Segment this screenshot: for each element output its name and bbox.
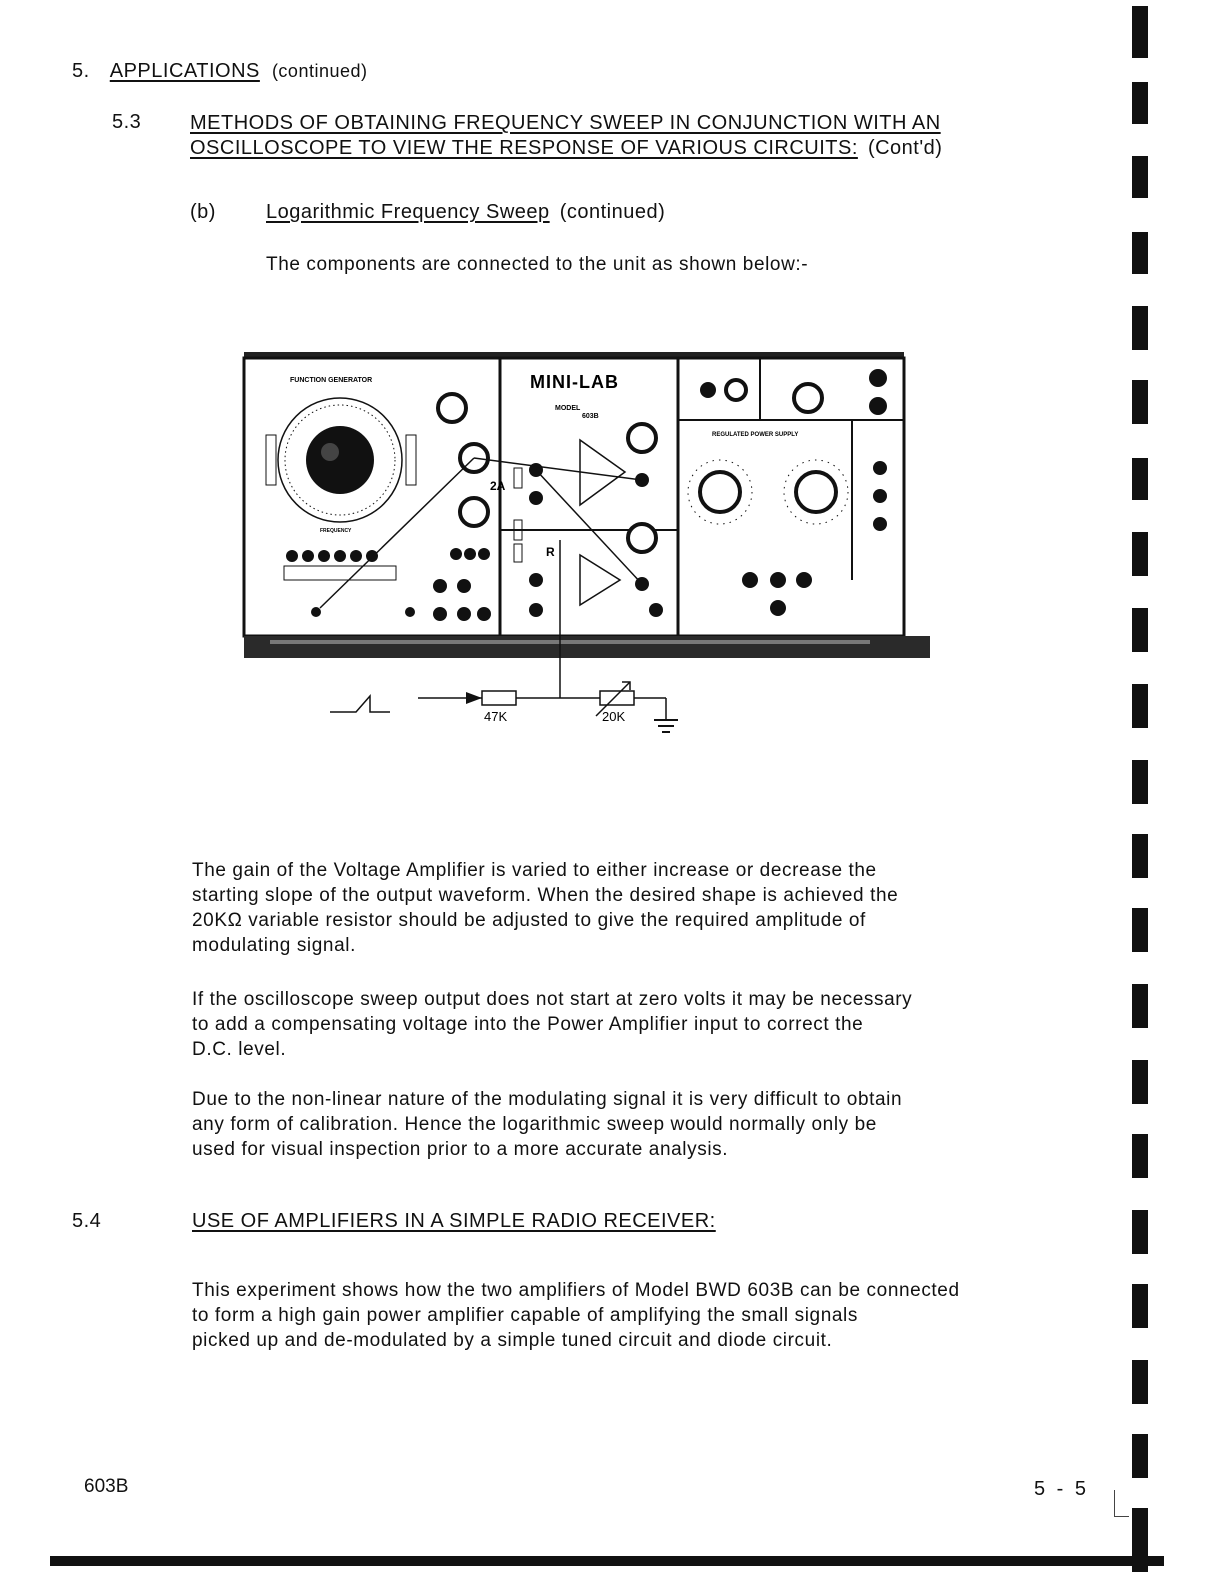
section-5-3-title-line1: METHODS OF OBTAINING FREQUENCY SWEEP IN CONJUNCTION WITH AN: [190, 112, 941, 134]
p1-line-1: The gain of the Voltage Amplifier is varied to either increase or decrease the: [192, 860, 877, 881]
p3-line-2: any form of calibration. Hence the logarithmic sweep would normally only be: [192, 1114, 877, 1135]
section-5-3-number: 5.3: [112, 111, 142, 133]
p2-line-1: If the oscilloscope sweep output does not start at zero volts it may be necessary: [192, 989, 913, 1010]
model-number: 603B: [582, 413, 599, 420]
section-5-3-title: [190, 111, 1032, 161]
ramp-waveform-symbol: [330, 696, 390, 712]
chapter-heading: [72, 60, 368, 83]
function-generator-label: FUNCTION GENERATOR: [290, 377, 373, 384]
p1-line-2: starting slope of the output waveform. When the desired shape is achieved the: [192, 885, 899, 906]
paragraph-calibration: [192, 1087, 1072, 1162]
frequency-label: FREQUENCY: [320, 528, 352, 534]
mini-lab-figure: [230, 340, 940, 740]
p2-line-2: to add a compensating voltage into the Power Amplifier input to correct the: [192, 1014, 864, 1035]
model-label: MODEL: [555, 405, 581, 412]
paragraph-oscilloscope: [192, 987, 1072, 1062]
panel-bottom-band: [244, 636, 930, 658]
subsection-title: Logarithmic Frequency Sweep: [266, 201, 550, 223]
resistor-47k-label: 47K: [484, 709, 508, 724]
label-r: R: [546, 545, 555, 559]
footer-model: 603B: [84, 1476, 129, 1497]
variable-resistor-20k: [600, 691, 634, 705]
regulated-supply-label: REGULATED POWER SUPPLY: [712, 432, 799, 438]
chapter-suffix: (continued): [271, 61, 368, 81]
p3-line-3: used for visual inspection prior to a more accurate analysis.: [192, 1139, 729, 1160]
subsection-title-row: [266, 201, 665, 224]
footer-page-number: 5 - 5: [1034, 1478, 1090, 1500]
resistor-20k-label: 20K: [602, 709, 626, 724]
label-2a: 2A: [490, 479, 506, 493]
p4-line-3: picked up and de-modulated by a simple tuned circuit and diode circuit.: [192, 1330, 833, 1351]
resistor-47k: [482, 691, 516, 705]
amplitude-knob: [438, 394, 466, 422]
section-5-3-title-suffix: (Cont'd): [867, 137, 943, 159]
chapter-title: APPLICATIONS: [109, 60, 260, 82]
paragraph-gain: [192, 858, 1072, 958]
section-5-4-number: 5.4: [72, 1210, 102, 1232]
p4-line-2: to form a high gain power amplifier capable of amplifying the small signals: [192, 1305, 858, 1326]
intro-text: The components are connected to the unit as shown below:-: [266, 254, 809, 275]
section-5-4-title: USE OF AMPLIFIERS IN A SIMPLE RADIO RECEIVER:: [192, 1210, 716, 1232]
chapter-number: 5.: [72, 60, 90, 82]
frequency-dial: [306, 426, 374, 494]
bottom-scan-edge: [50, 1556, 1164, 1566]
p3-line-1: Due to the non-linear nature of the modulating signal it is very difficult to obtain: [192, 1089, 903, 1110]
brand-label: MINI-LAB: [530, 372, 619, 392]
p1-line-3: 20KΩ variable resistor should be adjusted to give the required amplitude of: [192, 910, 866, 931]
subsection-suffix: (continued): [559, 201, 666, 223]
paragraph-radio-receiver: [192, 1278, 1072, 1353]
section-5-3-title-line2: OSCILLOSCOPE TO VIEW THE RESPONSE OF VARIOUS CIRCUITS:: [190, 137, 858, 159]
offset-knob: [460, 498, 488, 526]
p2-line-3: D.C. level.: [192, 1039, 287, 1060]
p4-line-1: This experiment shows how the two amplifiers of Model BWD 603B can be connected: [192, 1280, 960, 1301]
subsection-label: (b): [190, 201, 216, 223]
p1-line-4: modulating signal.: [192, 935, 356, 956]
